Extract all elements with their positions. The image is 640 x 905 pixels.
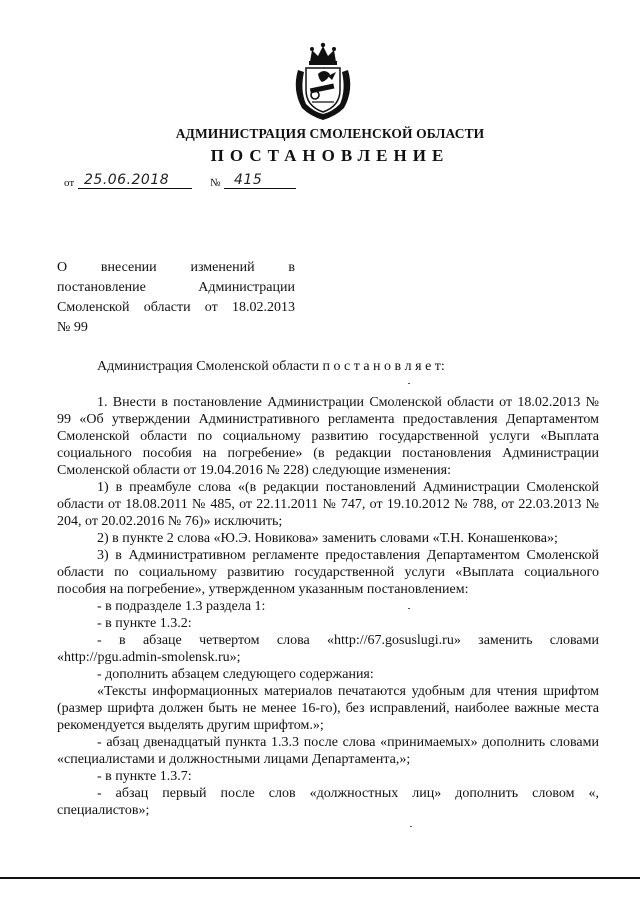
scan-speck [408, 383, 410, 384]
body-paragraph: - дополнить абзацем следующего содержания: [97, 667, 374, 682]
handwritten-number: 415 [234, 172, 263, 188]
scan-speck [410, 826, 412, 827]
number-underline [224, 188, 296, 189]
subject-line: постановление Администрации [57, 280, 295, 295]
date-label: от [64, 177, 75, 189]
handwritten-date: 25.06.2018 [84, 172, 170, 188]
body-paragraph: 2) в пункте 2 слова «Ю.Э. Новикова» заменить словами «Т.Н. Конашенкова»; [97, 531, 558, 546]
body-paragraph: - в абзаце четвертом слова «http://67.gosuslugi.ru» заменить словами «http://pgu.admin-smolensk.ru»; [57, 633, 599, 665]
body-paragraph: - в пункте 1.3.2: [97, 616, 192, 631]
document-subject [57, 258, 295, 338]
body-paragraph: - абзац первый после слов «должностных лиц» дополнить словом «, специалистов»; [57, 786, 599, 818]
number-label: № [210, 177, 221, 189]
body-paragraph: - абзац двенадцатый пункта 1.3.3 после слова «принимаемых» дополнить словами «специалистами и должностными лицами Департамента,»; [57, 735, 599, 767]
resolution-intro: Администрация Смоленской области п о с т а н о в л я е т: [97, 359, 445, 374]
page-bottom-edge [0, 877, 640, 879]
body-paragraph: «Тексты информационных материалов печатаются удобным для чтения шрифтом (размер шрифта должен быть не менее 16-го), без исправлений, наиболее важные места рекомендуется выделять другим шрифтом.»; [57, 684, 599, 733]
scan-speck [408, 608, 410, 609]
document-type-title: ПОСТАНОВЛЕНИЕ [210, 146, 450, 165]
date-underline [78, 188, 192, 189]
coat-of-arms-emblem [288, 40, 358, 122]
body-paragraph: - в подразделе 1.3 раздела 1: [97, 599, 266, 614]
date-number-line [64, 170, 324, 192]
organization-name: АДМИНИСТРАЦИЯ СМОЛЕНСКОЙ ОБЛАСТИ [175, 126, 485, 141]
subject-line: № 99 [57, 320, 88, 335]
subject-line: Смоленской области от 18.02.2013 [57, 300, 295, 315]
body-paragraph: - в пункте 1.3.7: [97, 769, 192, 784]
body-paragraph: 3) в Административном регламенте предоставления Департаментом Смоленской области по социальному развитию государственной услуги «Выплата социального пособия на погребение», утвержденном указанным постановлением: [57, 548, 599, 597]
subject-line: О внесении изменений в [57, 260, 295, 275]
body-paragraph: 1. Внести в постановление Администрации Смоленской области от 18.02.2013 № 99 «Об утверждении Административного регламента предоставления Департаментом Смоленской области по социальному развитию государственной услуги «Выплата социального пособия на погребение» (в редакции постановления Администрации Смоленской области от 19.04.2016 № 228) следующие изменения: [57, 395, 599, 478]
body-paragraph: 1) в преамбуле слова «(в редакции постановлений Администрации Смоленской области от 18.08.2011 № 485, от 22.11.2011 № 747, от 19.10.2012 № 788, от 22.03.2013 № 204, от 20.02.2016 № 76)» исключить; [57, 480, 599, 529]
document-body [57, 358, 599, 819]
